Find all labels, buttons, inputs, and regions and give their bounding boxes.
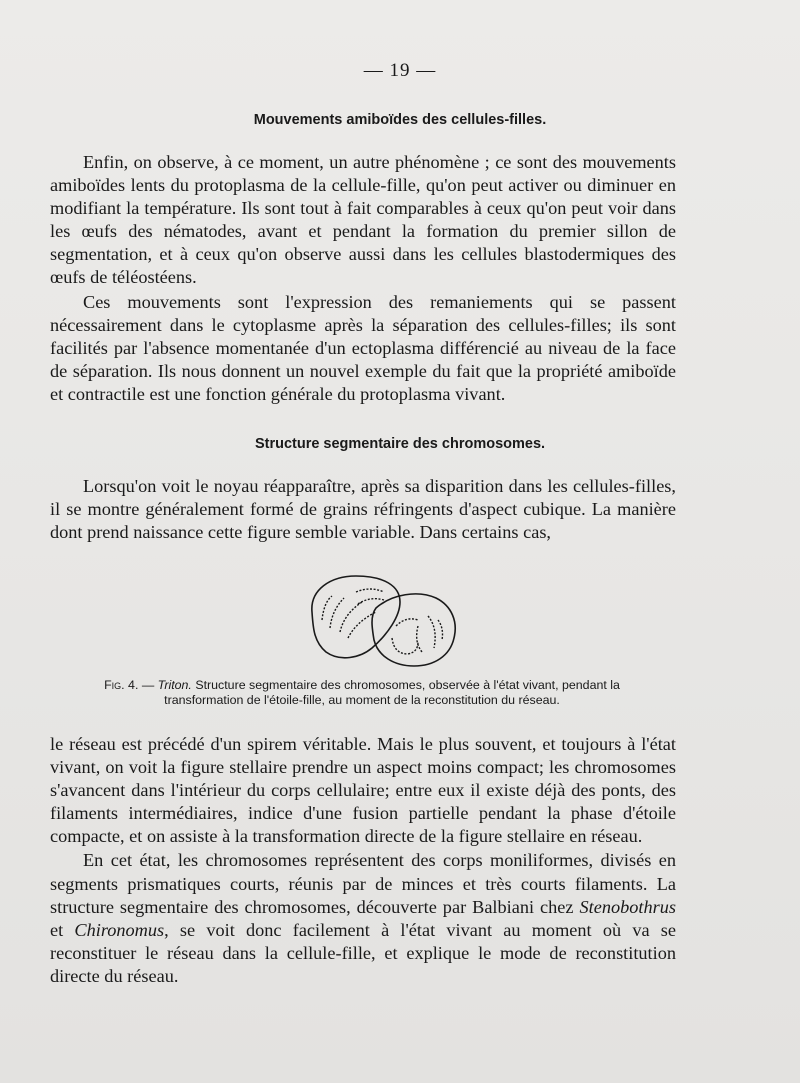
paragraph: Enfin, on observe, à ce moment, un autre phénomène ; ce sont des mouvements amiboïdes lents du protoplasma de la cellule-fille, qu'on peut activer ou diminuer en modifiant la température. Ils sont tout à fait comparables à ceux qu'on peut voir dans les œufs des nématodes, avant et pendant la formation du premier sillon de segmentation, et à ceux qu'on observe aussi dans les cellules blastodermiques des œufs de téléostéens.	[50, 152, 676, 288]
figure-dash: —	[138, 678, 158, 692]
genus-name: Stenobothrus	[579, 896, 676, 917]
right-chromosomes	[392, 616, 443, 654]
text-block-amiboid	[50, 151, 676, 406]
paragraph: le réseau est précédé d'un spirem véritable. Mais le plus souvent, et toujours à l'état vivant, on voit la figure stellaire prendre un aspect moins compact; les chromosomes s'avancent dans l'intérieur du corps cellulaire; entre eux il existe déjà des ponts, des filaments intermédiaires, indice d'une fusion partielle pendant la phase d'étoile compacte, et on assiste à la transformation directe de la figure stellaire en réseau.	[50, 734, 676, 847]
paragraph: Ces mouvements sont l'expression des remaniements qui se passent nécessairement dans le cytoplasme après la séparation des cellules-filles; ils sont facilités par l'absence momentanée d'un ectoplasma différencié au niveau de la face de séparation. Ils nous donnent un nouvel exemple du fait que la propriété amiboïde et contractile est une fonction générale du protoplasma vivant.	[50, 291, 676, 404]
figure-dividing-cells	[300, 568, 515, 678]
left-chromosomes	[322, 589, 384, 638]
paragraph-text: , se voit donc facilement à l'état vivant au moment où va se reconstituer le réseau dans la cellule-fille, et explique le mode de reconstitution directe du réseau.	[50, 919, 677, 986]
figure-label: Fig. 4.	[104, 678, 139, 692]
text-block-chromosomes-1	[50, 475, 676, 544]
figure-species: Triton.	[157, 678, 192, 692]
figure-caption-text: Structure segmentaire des chromosomes, observée à l'état vivant, pendant la transformation de l'étoile-fille, au moment de la reconstitution du réseau.	[164, 678, 620, 707]
section-title-chromosomes: Structure segmentaire des chromosomes.	[254, 436, 546, 452]
paragraph-text: En cet état, les chromosomes représentent des corps moniliformes, divisés en segments prismatiques courts, réunis par de minces et très courts filaments. La structure segmentaire des chromosomes, découverte par Balbiani chez	[50, 850, 676, 917]
page-number: — 19 —	[363, 60, 437, 81]
left-cell-outline	[312, 576, 400, 658]
paragraph	[50, 849, 676, 988]
figure-caption	[72, 678, 652, 708]
genus-name: Chironomus	[74, 919, 165, 940]
paragraph-text: et	[50, 919, 75, 940]
text-block-chromosomes-2	[50, 733, 676, 988]
paragraph: Lorsqu'on voit le noyau réapparaître, après sa disparition dans les cellules-filles, il se montre généralement formé de grains réfringents d'aspect cubique. La manière dont prend naissance cette figure semble variable. Dans certains cas,	[50, 476, 676, 543]
section-title-amiboid: Mouvements amiboïdes des cellules-filles.	[253, 112, 547, 128]
